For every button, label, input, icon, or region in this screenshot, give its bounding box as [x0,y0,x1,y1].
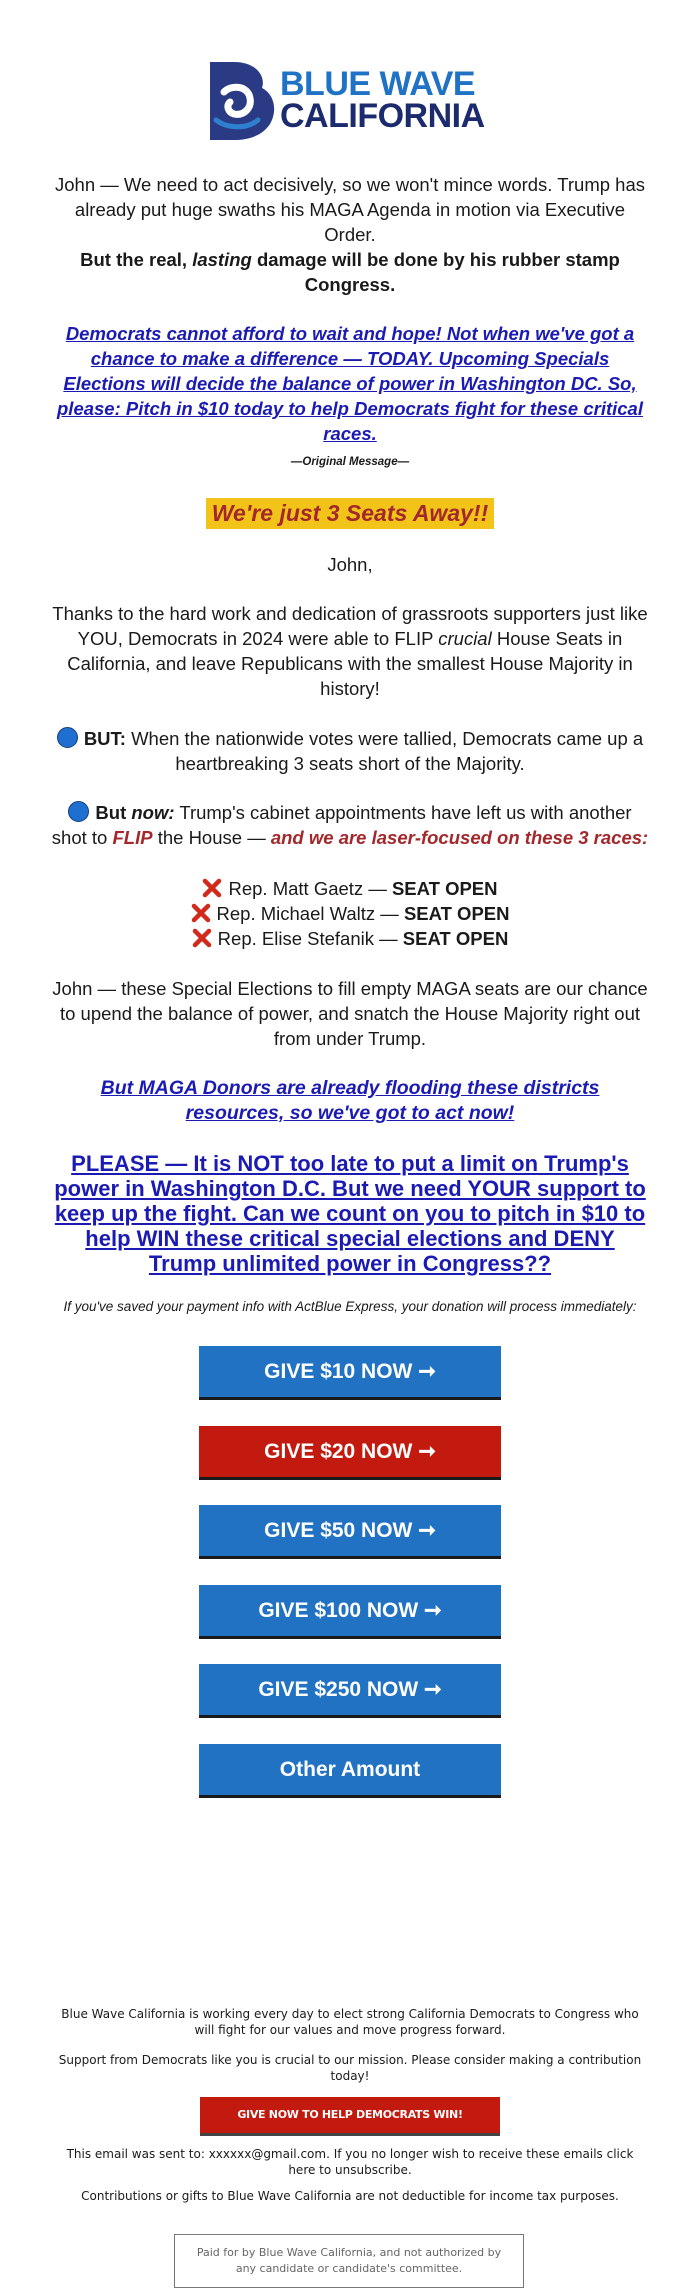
bullet-now-paragraph [50,800,650,850]
headline-wrapper [50,498,650,529]
bullet-now-bold: But [95,802,132,823]
race-item [50,901,650,926]
bullet-now-flip: FLIP [112,827,153,848]
logo-line-1: BLUE WAVE [280,65,476,103]
footer-mission: Blue Wave California is working every day to elect strong California Democrats to Congress who will fight for our values and move progress forward. [61,2007,639,2037]
actblue-express-note: If you've saved your payment info with ActBlue Express, your donation will process immediately: [63,1299,637,1314]
intro-paragraph: John — We need to act decisively, so we won't mince words. Trump has already put huge swaths his MAGA Agenda in motion via Executive Order. [55,174,645,245]
red-x-icon [191,903,211,923]
race-name: Rep. Elise Stefanik — [217,928,403,949]
red-x-icon [192,928,212,948]
bullet-but-bold: BUT: [83,728,126,749]
intro-emphasis-part-1: But the real, [80,249,193,270]
intro-emphasis-part-2: damage will be done by his rubber stamp Congress. [251,249,620,295]
paid-for-disclaimer: Paid for by Blue Wave California, and not authorized by any candidate or candidate's committee. [174,2234,524,2288]
grassroots-part-2: House Seats in California, and leave Republicans with the smallest House Majority in history! [67,628,633,699]
bullet-now-bold-italic: now: [131,802,175,823]
bullet-now-house: the House — [152,827,271,848]
race-name: Rep. Michael Waltz — [216,903,404,924]
maga-donors-link[interactable]: But MAGA Donors are already flooding these districts resources, so we've got to act now! [100,1077,600,1124]
give-250-button[interactable]: GIVE $250 NOW ➞ [199,1664,501,1715]
special-elections-paragraph: John — these Special Elections to fill empty MAGA seats are our chance to upend the balance of power, and snatch the House Majority right out from under Trump. [52,978,648,1049]
please-pitch-link[interactable]: PLEASE — It is NOT too late to put a limit on Trump's power in Washington D.C. But we need YOUR support to keep up the fight. Can we count on you to pitch in $10 to help WIN these critical special elections and DENY Trump unlimited power in Congress?? [54,1151,646,1276]
footer-give-now-button[interactable]: GIVE NOW TO HELP DEMOCRATS WIN! [200,2097,500,2133]
footer-tax-notice: Contributions or gifts to Blue Wave California are not deductible for income tax purposes. [81,2189,619,2203]
seats-away-headline: We're just 3 Seats Away!! [206,498,494,529]
bullet-now-focus: and we are laser-focused on these 3 races: [270,827,649,848]
other-amount-button[interactable]: Other Amount [199,1744,501,1795]
give-20-button[interactable]: GIVE $20 NOW ➞ [199,1426,501,1477]
red-x-icon [202,878,222,898]
grassroots-crucial: crucial [438,628,492,649]
greeting: John, [327,554,373,575]
bullet-now-text: Trump's cabinet appointments have left us with another shot to [51,802,632,848]
intro-emphasis-paragraph [80,247,620,297]
footer-support: Support from Democrats like you is crucial to our mission. Please consider making a contribution today! [58,2053,642,2083]
logo-line-2: CALIFORNIA [280,97,485,135]
race-name: Rep. Matt Gaetz — [228,878,392,899]
race-status: SEAT OPEN [402,928,509,949]
race-item [50,876,650,901]
races-list [50,876,650,951]
race-status: SEAT OPEN [403,903,510,924]
give-100-button[interactable]: GIVE $100 NOW ➞ [199,1585,501,1636]
original-message-label: —Original Message— [290,456,410,468]
bullet-but-paragraph [50,726,650,776]
grassroots-paragraph [50,601,650,701]
intro-pitch-link[interactable]: Democrats cannot afford to wait and hope! Not when we've got a chance to make a difference — TODAY. Upcoming Specials Elections will decide the balance of power in Washington DC. So, please: Pitch in $10 today to help Democrats fight for these critical races. [57,323,643,444]
intro-emphasis-lasting: lasting [192,249,252,270]
blue-wave-california-logo [208,62,493,140]
footer-unsubscribe-notice[interactable]: This email was sent to: xxxxxx@gmail.com. If you no longer wish to receive these emails click here to unsubscribe. [66,2147,634,2177]
bullet-but-text: When the nationwide votes were tallied, Democrats came up a heartbreaking 3 seats short of the Majority. [125,728,644,774]
race-item [50,926,650,951]
race-status: SEAT OPEN [391,878,498,899]
give-10-button[interactable]: GIVE $10 NOW ➞ [199,1346,501,1397]
blue-circle-icon [57,727,78,748]
grassroots-part-1: Thanks to the hard work and dedication of grassroots supporters just like YOU, Democrats in 2024 were able to FLIP [52,603,648,649]
give-50-button[interactable]: GIVE $50 NOW ➞ [199,1505,501,1556]
blue-circle-icon [68,801,89,822]
